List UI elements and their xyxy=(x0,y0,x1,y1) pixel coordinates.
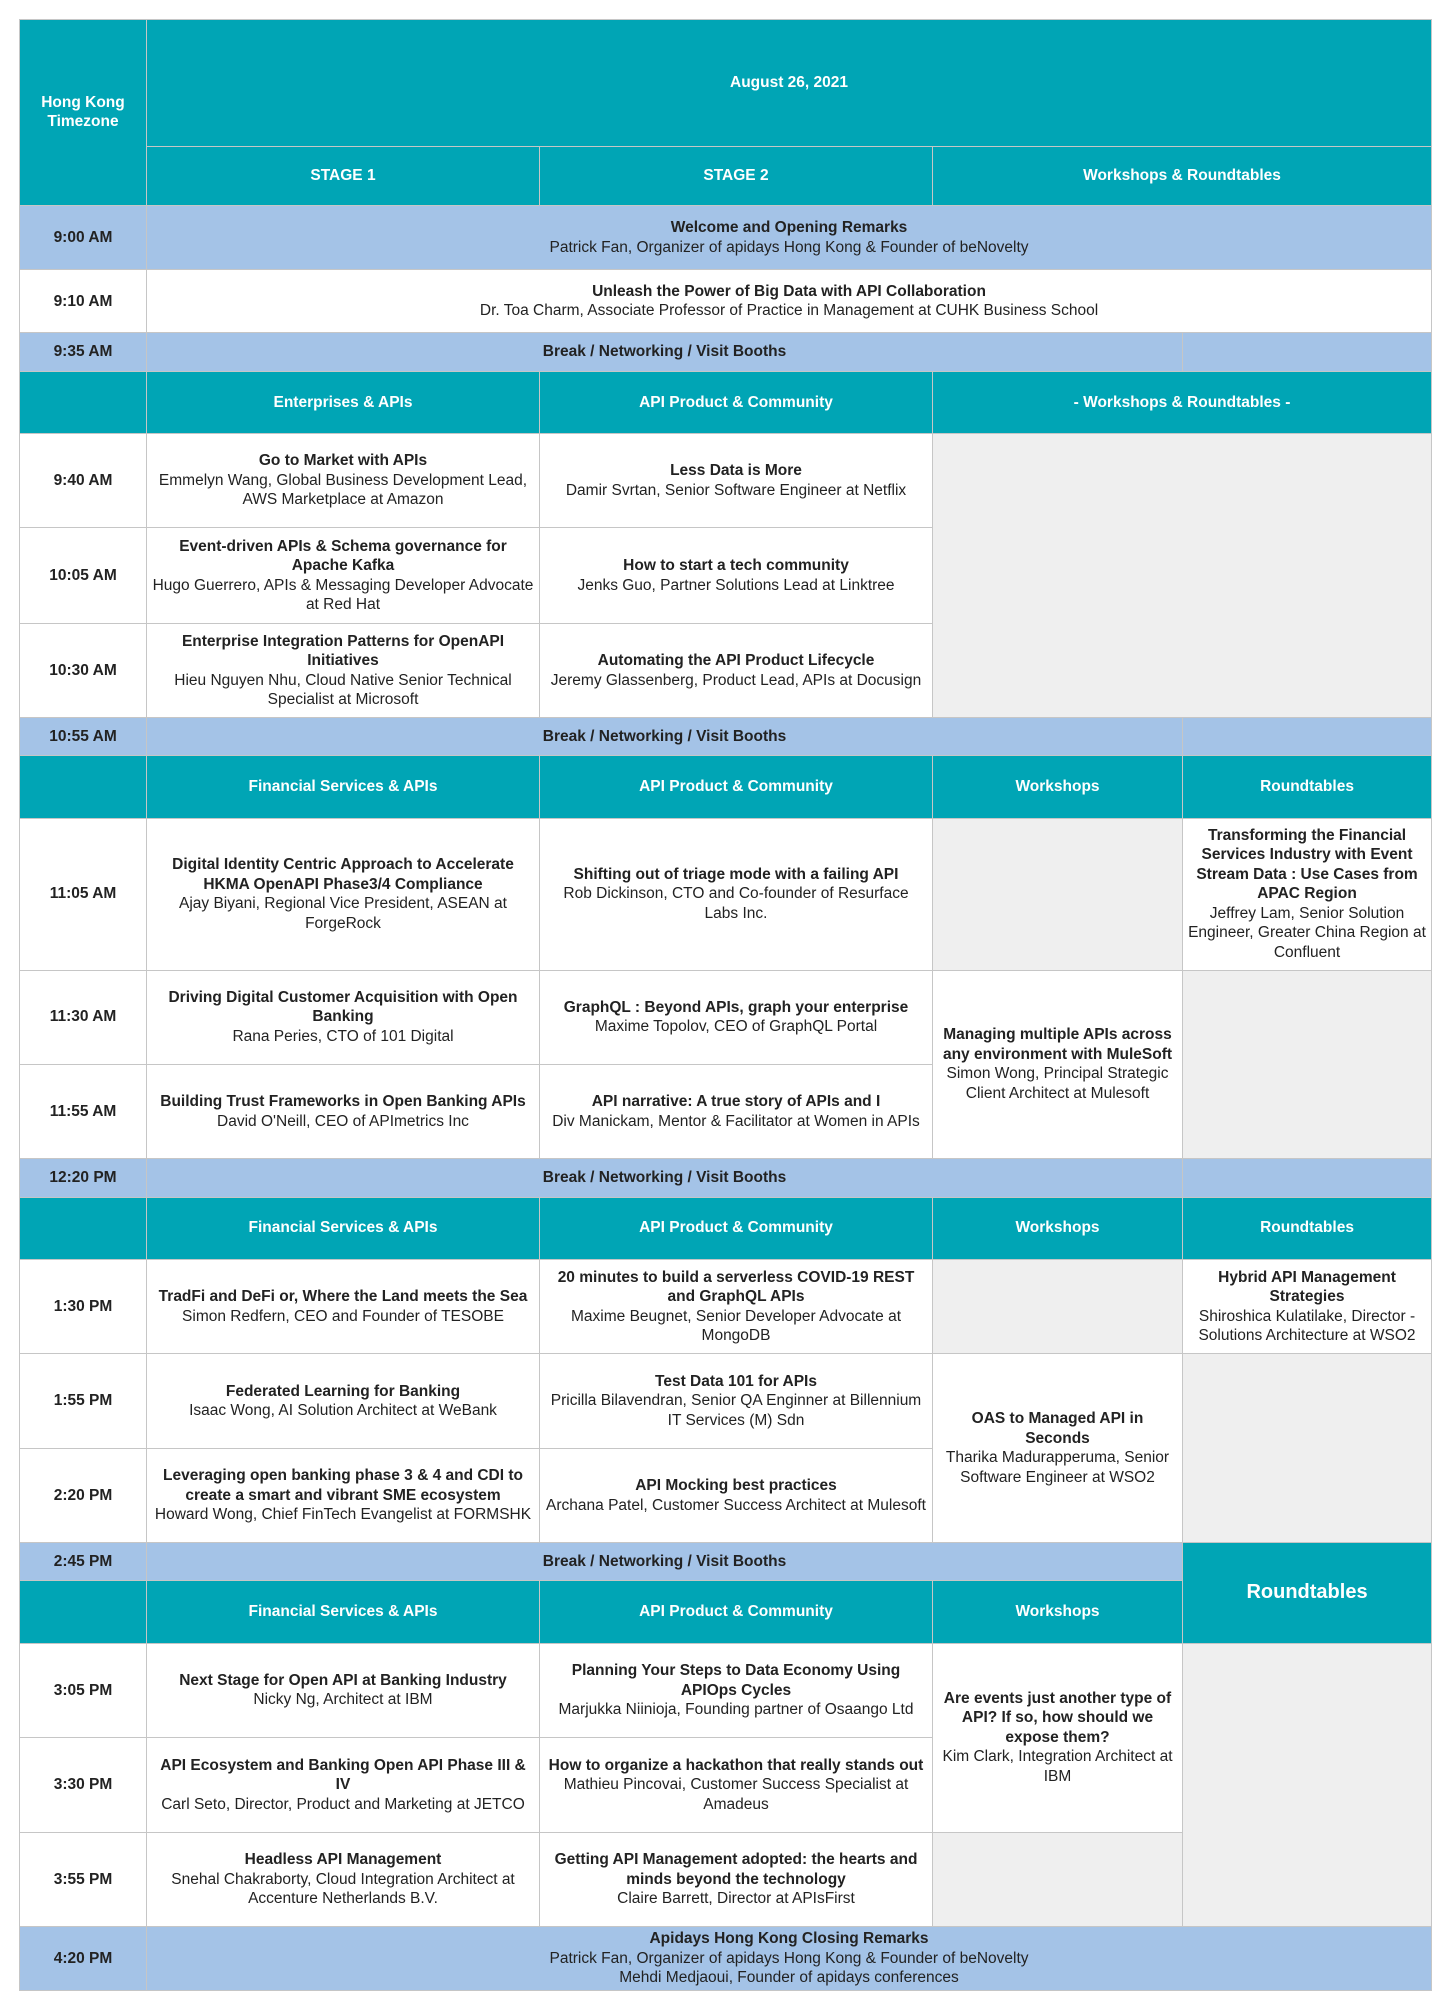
track-header: Financial Services & APIs xyxy=(147,756,540,818)
empty-slot xyxy=(933,433,1432,717)
session-title: API narrative: A true story of APIs and I xyxy=(591,1093,881,1111)
session-title: API Ecosystem and Banking Open API Phase III & IV xyxy=(160,1756,526,1794)
session-title: TradFi and DeFi or, Where the Land meets the Sea xyxy=(158,1288,528,1306)
empty-slot xyxy=(933,818,1183,970)
time-cell: 9:35 AM xyxy=(20,333,147,371)
session-title: Next Stage for Open API at Banking Industry xyxy=(179,1671,507,1689)
track-header: API Product & Community xyxy=(540,756,933,818)
session-speaker: Patrick Fan, Organizer of apidays Hong Kong & Founder of beNovelty xyxy=(549,238,1029,256)
block-header-spacer xyxy=(20,371,147,433)
session-speaker: Tharika Madurapperuma, Senior Software Engineer at WSO2 xyxy=(945,1449,1170,1486)
session-title: Enterprise Integration Patterns for OpenAPI Initiatives xyxy=(181,632,505,670)
stage-2-header: STAGE 2 xyxy=(540,146,933,205)
session-title: How to organize a hackathon that really stands out xyxy=(548,1756,924,1774)
session-speaker: Snehal Chakraborty, Cloud Integration Architect at Accenture Netherlands B.V. xyxy=(171,1870,515,1908)
session-cell xyxy=(147,1448,540,1542)
session-speaker: Ajay Biyani, Regional Vice President, ASEAN at ForgeRock xyxy=(179,895,507,932)
break-filler xyxy=(1183,333,1432,371)
session-speaker: Claire Barrett, Director at APIsFirst xyxy=(617,1890,855,1908)
track-header: Workshops xyxy=(933,756,1183,818)
session-cell xyxy=(540,433,933,527)
session-cell xyxy=(540,1448,933,1542)
session-title: Managing multiple APIs across any environment with MuleSoft xyxy=(942,1026,1173,1063)
session-title: 20 minutes to build a serverless COVID-19 REST and GraphQL APIs xyxy=(557,1268,915,1306)
track-header: API Product & Community xyxy=(540,371,933,433)
empty-slot xyxy=(1183,1354,1432,1543)
track-header: Workshops xyxy=(933,1581,1183,1643)
session-title: Event-driven APIs & Schema governance for Apache Kafka xyxy=(179,537,507,575)
session-title: GraphQL : Beyond APIs, graph your enterprise xyxy=(563,998,909,1016)
session-speaker: Pricilla Bilavendran, Senior QA Enginner at Billennium IT Services (M) Sdn xyxy=(550,1392,922,1429)
session-speaker: Emmelyn Wang, Global Business Development Lead, AWS Marketplace at Amazon xyxy=(158,471,528,509)
session-speaker: Hieu Nguyen Nhu, Cloud Native Senior Technical Specialist at Microsoft xyxy=(174,671,512,709)
session-cell xyxy=(147,970,540,1064)
session-speaker: Simon Redfern, CEO and Founder of TESOBE xyxy=(182,1307,504,1325)
session-speaker: Rob Dickinson, CTO and Co-founder of Resurface Labs Inc. xyxy=(563,885,909,922)
session-speaker: Patrick Fan, Organizer of apidays Hong Kong & Founder of beNovelty xyxy=(549,1949,1029,1967)
track-header: Roundtables xyxy=(1183,1197,1432,1259)
session-title: Welcome and Opening Remarks xyxy=(670,219,908,237)
roundtable-cell xyxy=(1183,1259,1432,1353)
session-cell xyxy=(147,1064,540,1158)
break-banner: Break / Networking / Visit Booths xyxy=(147,333,1183,371)
session-speaker: Shiroshica Kulatilake, Director - Solutions Architecture at WSO2 xyxy=(1198,1307,1416,1345)
session-speaker: Hugo Guerrero, APIs & Messaging Developer Advocate at Red Hat xyxy=(152,576,534,614)
track-header: Enterprises & APIs xyxy=(147,371,540,433)
track-header: Financial Services & APIs xyxy=(147,1197,540,1259)
session-cell xyxy=(540,970,933,1064)
session-cell xyxy=(540,1738,933,1832)
session-speaker: Mehdi Medjaoui, Founder of apidays conferences xyxy=(619,1969,959,1987)
agenda-table xyxy=(19,19,1432,1991)
session-title: Unleash the Power of Big Data with API Collaboration xyxy=(592,282,986,300)
session-cell xyxy=(147,1643,540,1737)
break-filler xyxy=(1183,718,1432,756)
block-header-spacer xyxy=(20,1581,147,1643)
empty-slot xyxy=(1183,1643,1432,1926)
time-cell: 2:45 PM xyxy=(20,1543,147,1581)
session-title: Headless API Management xyxy=(244,1851,442,1869)
session-title: Transforming the Financial Services Industry with Event Stream Data : Use Cases from APAC Region xyxy=(1196,826,1418,903)
time-cell: 1:30 PM xyxy=(20,1259,147,1353)
session-speaker: Carl Seto, Director, Product and Marketing at JETCO xyxy=(161,1795,525,1813)
session-cell xyxy=(147,1259,540,1353)
session-speaker: Archana Patel, Customer Success Architect at Mulesoft xyxy=(546,1496,926,1514)
track-header: Roundtables xyxy=(1183,756,1432,818)
session-keynote xyxy=(147,270,1432,333)
session-title: Are events just another type of API? If so, how should we expose them? xyxy=(943,1689,1172,1746)
timezone-label: Hong Kong Timezone xyxy=(20,20,147,206)
empty-slot xyxy=(1183,970,1432,1159)
time-cell: 3:55 PM xyxy=(20,1832,147,1926)
session-cell xyxy=(540,1832,933,1926)
session-title: Test Data 101 for APIs xyxy=(655,1372,817,1390)
break-banner: Break / Networking / Visit Booths xyxy=(147,1543,1183,1581)
session-title: How to start a tech community xyxy=(623,557,849,575)
session-speaker: Marjukka Niinioja, Founding partner of Osaango Ltd xyxy=(558,1701,914,1719)
time-cell: 12:20 PM xyxy=(20,1159,147,1197)
time-cell: 11:30 AM xyxy=(20,970,147,1064)
time-cell: 11:55 AM xyxy=(20,1064,147,1158)
time-cell: 10:55 AM xyxy=(20,718,147,756)
workshop-cell xyxy=(933,1643,1183,1832)
time-cell: 11:05 AM xyxy=(20,818,147,970)
session-speaker: Nicky Ng, Architect at IBM xyxy=(253,1691,433,1709)
session-title: API Mocking best practices xyxy=(635,1477,837,1494)
session-speaker: Isaac Wong, AI Solution Architect at WeBank xyxy=(189,1402,497,1420)
session-title: Automating the API Product Lifecycle xyxy=(597,652,875,670)
track-header: API Product & Community xyxy=(540,1581,933,1643)
session-title: Planning Your Steps to Data Economy Using APIOps Cycles xyxy=(571,1662,901,1699)
empty-slot xyxy=(933,1832,1183,1926)
session-cell xyxy=(147,433,540,527)
session-speaker: Jeremy Glassenberg, Product Lead, APIs at Docusign xyxy=(550,671,922,689)
session-cell xyxy=(147,623,540,717)
session-title: Go to Market with APIs xyxy=(258,452,428,470)
session-speaker: Howard Wong, Chief FinTech Evangelist at FORMSHK xyxy=(154,1506,532,1524)
event-date-title: August 26, 2021 xyxy=(147,20,1432,147)
workshops-roundtables-header: Workshops & Roundtables xyxy=(933,146,1432,205)
break-banner: Break / Networking / Visit Booths xyxy=(147,718,1183,756)
workshop-cell xyxy=(933,1354,1183,1543)
session-title: Hybrid API Management Strategies xyxy=(1218,1268,1396,1306)
time-cell: 3:30 PM xyxy=(20,1738,147,1832)
break-banner: Break / Networking / Visit Booths xyxy=(147,1159,1183,1197)
session-title: OAS to Managed API in Seconds xyxy=(971,1410,1144,1447)
session-cell xyxy=(147,1354,540,1448)
time-cell: 4:20 PM xyxy=(20,1927,147,1991)
time-cell: 10:05 AM xyxy=(20,528,147,623)
workshop-cell xyxy=(933,970,1183,1159)
session-cell xyxy=(147,1738,540,1832)
empty-slot xyxy=(933,1259,1183,1353)
track-header: Workshops xyxy=(933,1197,1183,1259)
track-header: - Workshops & Roundtables - xyxy=(933,371,1432,433)
session-cell xyxy=(540,818,933,970)
session-title: Less Data is More xyxy=(670,462,802,480)
time-cell: 9:10 AM xyxy=(20,270,147,333)
session-cell xyxy=(147,528,540,623)
session-title: Federated Learning for Banking xyxy=(225,1382,461,1400)
break-filler xyxy=(1183,1159,1432,1197)
session-speaker: Simon Wong, Principal Strategic Client Architect at Mulesoft xyxy=(946,1065,1169,1102)
session-cell xyxy=(540,1064,933,1158)
session-title: Apidays Hong Kong Closing Remarks xyxy=(649,1930,929,1948)
stage-1-header: STAGE 1 xyxy=(147,146,540,205)
session-speaker: Damir Svrtan, Senior Software Engineer at Netflix xyxy=(565,481,907,499)
session-speaker: Jeffrey Lam, Senior Solution Engineer, Greater China Region at Confluent xyxy=(1188,904,1426,961)
session-cell xyxy=(147,818,540,970)
track-header: API Product & Community xyxy=(540,1197,933,1259)
time-cell: 10:30 AM xyxy=(20,623,147,717)
session-speaker: David O'Neill, CEO of APImetrics Inc xyxy=(217,1112,469,1130)
block-header-spacer xyxy=(20,756,147,818)
session-cell xyxy=(540,1643,933,1737)
time-cell: 3:05 PM xyxy=(20,1643,147,1737)
session-title: Driving Digital Customer Acquisition with Open Banking xyxy=(168,988,518,1026)
session-speaker: Maxime Topolov, CEO of GraphQL Portal xyxy=(594,1018,878,1036)
session-cell xyxy=(147,1832,540,1926)
session-speaker: Kim Clark, Integration Architect at IBM xyxy=(942,1748,1173,1785)
session-cell xyxy=(540,623,933,717)
session-speaker: Dr. Toa Charm, Associate Professor of Practice in Management at CUHK Business School xyxy=(479,302,1099,320)
session-opening-remarks xyxy=(147,205,1432,269)
session-speaker: Jenks Guo, Partner Solutions Lead at Linktree xyxy=(577,576,895,594)
session-speaker: Rana Peries, CTO of 101 Digital xyxy=(232,1027,454,1045)
session-speaker: Div Manickam, Mentor & Facilitator at Women in APIs xyxy=(552,1112,920,1130)
track-header: Financial Services & APIs xyxy=(147,1581,540,1643)
session-title: Leveraging open banking phase 3 & 4 and CDI to create a smart and vibrant SME ecosystem xyxy=(162,1467,523,1504)
session-speaker: Mathieu Pincovai, Customer Success Specialist at Amadeus xyxy=(563,1776,909,1813)
session-title: Shifting out of triage mode with a failing API xyxy=(573,865,899,883)
time-cell: 1:55 PM xyxy=(20,1354,147,1448)
session-cell xyxy=(540,1259,933,1353)
track-header: Roundtables xyxy=(1183,1543,1432,1643)
session-title: Building Trust Frameworks in Open Banking APIs xyxy=(160,1093,526,1111)
session-closing-remarks xyxy=(147,1927,1432,1991)
session-title: Digital Identity Centric Approach to Accelerate HKMA OpenAPI Phase3/4 Compliance xyxy=(172,856,514,893)
session-title: Getting API Management adopted: the hearts and minds beyond the technology xyxy=(554,1851,918,1888)
session-speaker: Maxime Beugnet, Senior Developer Advocate at MongoDB xyxy=(571,1307,901,1345)
time-cell: 9:40 AM xyxy=(20,433,147,527)
roundtable-cell xyxy=(1183,818,1432,970)
block-header-spacer xyxy=(20,1197,147,1259)
time-cell: 2:20 PM xyxy=(20,1448,147,1542)
session-cell xyxy=(540,528,933,623)
session-cell xyxy=(540,1354,933,1448)
time-cell: 9:00 AM xyxy=(20,205,147,269)
